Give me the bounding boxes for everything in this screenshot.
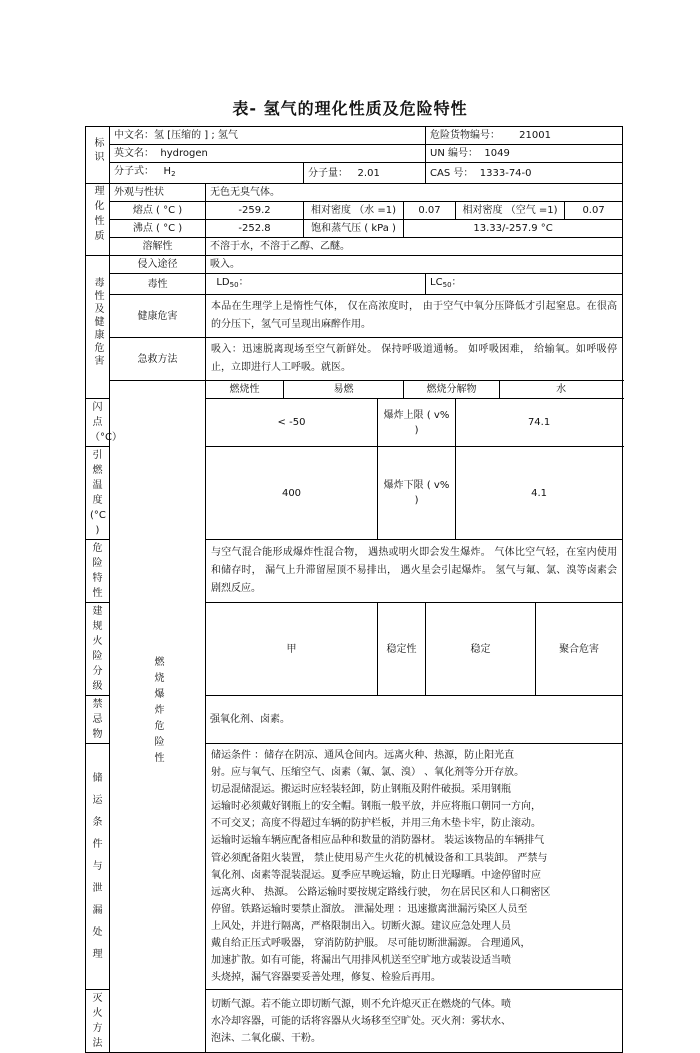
text-line: 泡沫、二氧化碳、干粉。: [211, 1032, 321, 1044]
ld50-subscript: 50: [229, 281, 239, 289]
formula-label: 分子式：: [114, 166, 154, 177]
text-line: 储运条件 ：储存在阴凉、通风仓间内。远离火种、热源，防止阳光直: [211, 750, 515, 761]
lc50-cell: [426, 274, 623, 295]
forbidden-label: 禁忌物: [86, 696, 110, 744]
page-title: 表- 氢气的理化性质及危险特性: [232, 99, 468, 118]
danger-label: 危险特性: [86, 540, 110, 603]
route-label: 侵入途径: [110, 256, 206, 274]
hazard-no-cell: [426, 127, 623, 145]
ld50-cell: [206, 274, 426, 295]
appearance-label: 外观与性状: [110, 184, 206, 202]
lower-limit-value: 4.1: [456, 447, 623, 540]
flammability-value: 易燃: [284, 381, 404, 399]
vapor-label: 饱和蒸气压 ( kPa ): [304, 220, 404, 238]
text-line: 氧化剂、卤素等混装混运。夏季应早晚运输，防止日光曝晒。中途停留时应: [211, 869, 541, 881]
formula-value: H: [163, 166, 172, 177]
rel-density-water-value: 0.07: [404, 202, 456, 220]
appearance-value: 无色无臭气体。: [206, 184, 623, 202]
toxicity-label: 毒性: [110, 274, 206, 295]
ld50-label: LD: [216, 277, 230, 288]
lc50-label: LC: [430, 277, 443, 288]
stability-value: 稳定: [426, 603, 536, 696]
boiling-label: 沸点 ( °C ): [110, 220, 206, 238]
en-name-cell: [110, 145, 426, 163]
fire-class-label: 建规火险分级: [86, 603, 110, 696]
fire-class-value: 甲: [206, 603, 378, 696]
text-line: 远离火种、 热源。 公路运输时要按规定路线行驶， 勿在居民区和人口稠密区: [211, 886, 551, 898]
section-identification: [86, 127, 110, 184]
storage-value: [206, 744, 623, 990]
storage-label-line: 与泄漏处理: [92, 860, 103, 960]
stability-label: 稳定性: [378, 603, 426, 696]
polymer-label: 聚合危害: [536, 603, 623, 696]
lc50-subscript: 50: [442, 281, 452, 289]
health-hazard-value: 本品在生理学上是惰性气体， 仅在高浓度时， 由于空气中氧分压降低才引起窒息。在很高的分压下，氢气可呈现出麻醉作用。: [206, 295, 623, 338]
text-line: 加速扩散。如有可能，将漏出气用排风机送至空旷地方或装设适当喷: [211, 955, 511, 967]
ignition-label: 引燃温度 (°C ): [86, 447, 110, 540]
decomp-label: 燃烧分解物: [404, 381, 500, 399]
mw-cell: [304, 163, 426, 184]
ld50-colon: ：: [238, 277, 249, 288]
storage-label-line: 储运条件: [92, 772, 103, 850]
text-line: 管必须配备阻火装置， 禁止使用易产生火花的机械设备和工具装卸。 严禁与: [211, 852, 548, 864]
hazard-table: [85, 126, 623, 1053]
text-line: 戴自给正压式呼吸器， 穿消防防护服。 尽可能切断泄漏源。 合理通风，: [211, 938, 531, 950]
cas-cell: [426, 163, 623, 184]
un-value: 1049: [484, 148, 510, 159]
lower-limit-label: 爆炸下限 ( v% ): [378, 447, 456, 540]
formula-cell: [110, 163, 304, 184]
text-line: 射。应与氧气、压缩空气、卤素（氟、氯、溴） 、氧化剂等分开存放。: [211, 767, 525, 779]
flammability-label: 燃烧性: [206, 381, 284, 399]
first-aid-value: 吸入：迅速脱离现场至空气新鲜处。 保持呼吸道通畅。 如呼吸困难， 给输氧。如呼吸停止，立即进行人工呼吸。就医。: [206, 338, 623, 381]
melting-value: -259.2: [206, 202, 304, 220]
cn-name-cell: [110, 127, 426, 145]
text-line: 运输时必须戴好钢瓶上的安全帽。钢瓶一般平放，并应将瓶口朝同一方向，: [211, 801, 541, 813]
formula-subscript: 2: [171, 170, 176, 178]
cas-value: 1333-74-0: [479, 167, 532, 179]
mw-label: 分子量：: [308, 167, 348, 179]
solubility-value: 不溶于水，不溶于乙醇、乙醚。: [206, 238, 623, 256]
rel-density-water-label: 相对密度 （水 =1): [304, 202, 404, 220]
upper-limit-value: 74.1: [456, 399, 623, 447]
section-label: 理化性质: [92, 185, 103, 245]
section-label: 燃烧爆炸危险性: [152, 656, 163, 769]
mw-value: 2.01: [357, 167, 380, 179]
text-line: 水冷却容器，可能的话将容器从火场移至空旷处。灭火剂：雾状水、: [211, 1015, 511, 1027]
hazard-no-label: 危险货物编号：: [430, 130, 501, 141]
flash-label: 闪点（°C）: [86, 399, 110, 447]
solubility-label: 溶解性: [110, 238, 206, 256]
un-label: UN 编号：: [430, 148, 479, 159]
text-line: 运输时运输车辆应配备相应品种和数量的消防器材。 装运该物品的车辆排气: [211, 835, 545, 847]
storage-label: [86, 744, 110, 990]
section-physical: [86, 184, 110, 256]
section-label: 毒性及健康危害: [92, 277, 103, 368]
melting-label: 熔点 ( °C ): [110, 202, 206, 220]
cn-name-value: 氢 [压缩的 ] ; 氢气: [154, 130, 238, 141]
cas-label: CAS 号：: [430, 167, 474, 179]
flash-value: < -50: [206, 399, 378, 447]
section-label: 标识: [92, 136, 103, 165]
text-line: 切忌混储混运。搬运时应轻装轻卸，防止钢瓶及附件破损。采用钢瓶: [211, 784, 511, 796]
rel-density-air-label: 相对密度 （空气 =1): [456, 202, 565, 220]
route-value: 吸入。: [206, 256, 623, 274]
vapor-value: 13.33/-257.9 °C: [404, 220, 623, 238]
un-cell: [426, 145, 623, 163]
lc50-colon: ：: [451, 277, 462, 288]
extinguish-value: [206, 990, 623, 1053]
text-line: 上风处，并进行隔离，严格限制出入。切断火源。建议应急处理人员: [211, 920, 511, 932]
decomp-value: 水: [500, 381, 623, 399]
ignition-value: 400: [206, 447, 378, 540]
text-line: 不可交叉；高度不得超过车辆的防护栏板，并用三角木垫卡牢，防止滚动。: [211, 818, 541, 830]
text-line: 停留。铁路运输时要禁止溜放。 泄漏处理 ：迅速撤离泄漏污染区人员至: [211, 903, 528, 915]
forbidden-value: 强氧化剂、卤素。: [206, 696, 623, 744]
section-health: [86, 256, 110, 399]
boiling-value: -252.8: [206, 220, 304, 238]
danger-value: 与空气混合能形成爆炸性混合物， 遇热或明火即会发生爆炸。 气体比空气轻，在室内使用和储存时， 漏气上升滞留屋顶不易排出， 遇火星会引起爆炸。 氢气与氟、氯、溴等卤素会剧烈反应。: [206, 540, 623, 603]
hazard-no-value: 21001: [519, 130, 551, 141]
en-name-value: hydrogen: [160, 148, 208, 159]
en-name-label: 英文名：: [114, 148, 154, 159]
first-aid-label: 急救方法: [110, 338, 206, 381]
upper-limit-label: 爆炸上限 ( v% ): [378, 399, 456, 447]
text-line: 切断气源。若不能立即切断气源，则不允许熄灭正在燃烧的气体。喷: [211, 998, 511, 1010]
health-hazard-label: 健康危害: [110, 295, 206, 338]
extinguish-label: 灭火方法: [86, 990, 110, 1053]
text-line: 头烧掉，漏气容器要妥善处理，修复、检验后再用。: [211, 972, 441, 984]
section-fire: [110, 381, 206, 1053]
cn-name-label: 中文名：: [114, 130, 154, 141]
rel-density-air-value: 0.07: [565, 202, 623, 220]
